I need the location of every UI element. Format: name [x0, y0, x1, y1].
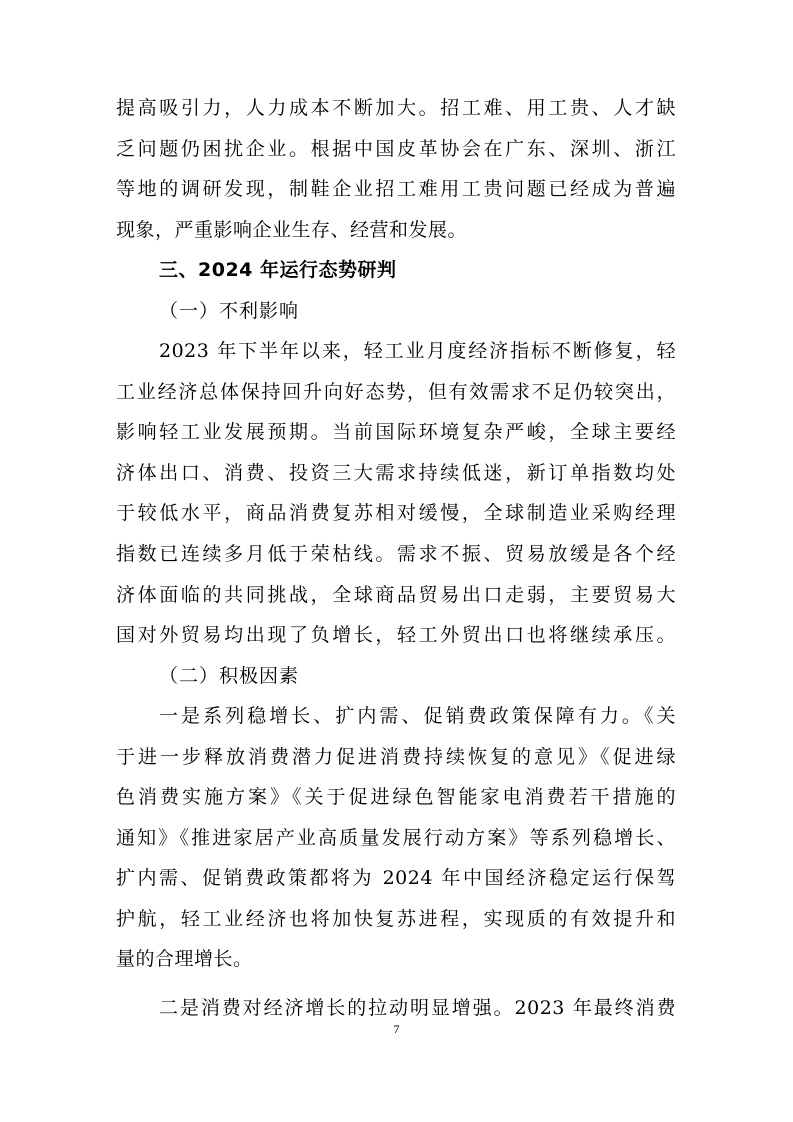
paragraph-line: 影响轻工业发展预期。当前国际环境复杂严峻，全球主要经 [116, 421, 676, 443]
paragraph-line: 乏问题仍困扰企业。根据中国皮革协会在广东、深圳、浙江 [116, 138, 676, 160]
paragraph-line: 现象，严重影响企业生存、经营和发展。 [116, 219, 468, 241]
paragraph-line: 工业经济总体保持回升向好态势，但有效需求不足仍较突出， [116, 381, 676, 403]
paragraph-line: 一是系列稳增长、扩内需、促销费政策保障有力。《关 [159, 705, 676, 727]
paragraph-line: 护航，轻工业经济也将加快复苏进程，实现质的有效提升和 [116, 908, 676, 930]
paragraph-line: 指数已连续多月低于荣枯线。需求不振、贸易放缓是各个经 [116, 543, 676, 565]
section-heading: 三、2024 年运行态势研判 [159, 259, 397, 281]
page-number: 7 [393, 1022, 400, 1036]
paragraph-line: 提高吸引力，人力成本不断加大。招工难、用工贵、人才缺 [116, 97, 676, 119]
paragraph-line: 色消费实施方案》《关于促进绿色智能家电消费若干措施的 [116, 786, 676, 808]
paragraph-line: 于较低水平，商品消费复苏相对缓慢，全球制造业采购经理 [116, 502, 676, 524]
paragraph-line: 于进一步释放消费潜力促进消费持续恢复的意见》《促进绿 [116, 746, 676, 768]
subsection-heading: （一）不利影响 [159, 300, 300, 322]
paragraph-line: 通知》《推进家居产业高质量发展行动方案》等系列稳增长、 [116, 827, 676, 849]
paragraph-line: 2023 年下半年以来，轻工业月度经济指标不断修复，轻 [159, 340, 676, 362]
paragraph-line: 二是消费对经济增长的拉动明显增强。2023 年最终消费 [159, 997, 676, 1019]
paragraph-line: 量的合理增长。 [116, 948, 253, 970]
subsection-heading: （二）积极因素 [159, 665, 300, 687]
paragraph-line: 扩内需、促销费政策都将为 2024 年中国经济稳定运行保驾 [116, 867, 676, 889]
paragraph-line: 国对外贸易均出现了负增长，轻工外贸出口也将继续承压。 [116, 624, 676, 646]
paragraph-line: 济体出口、消费、投资三大需求持续低迷，新订单指数均处 [116, 462, 676, 484]
paragraph-line: 济体面临的共同挑战，全球商品贸易出口走弱，主要贸易大 [116, 584, 676, 606]
paragraph-line: 等地的调研发现，制鞋企业招工难用工贵问题已经成为普遍 [116, 178, 676, 200]
